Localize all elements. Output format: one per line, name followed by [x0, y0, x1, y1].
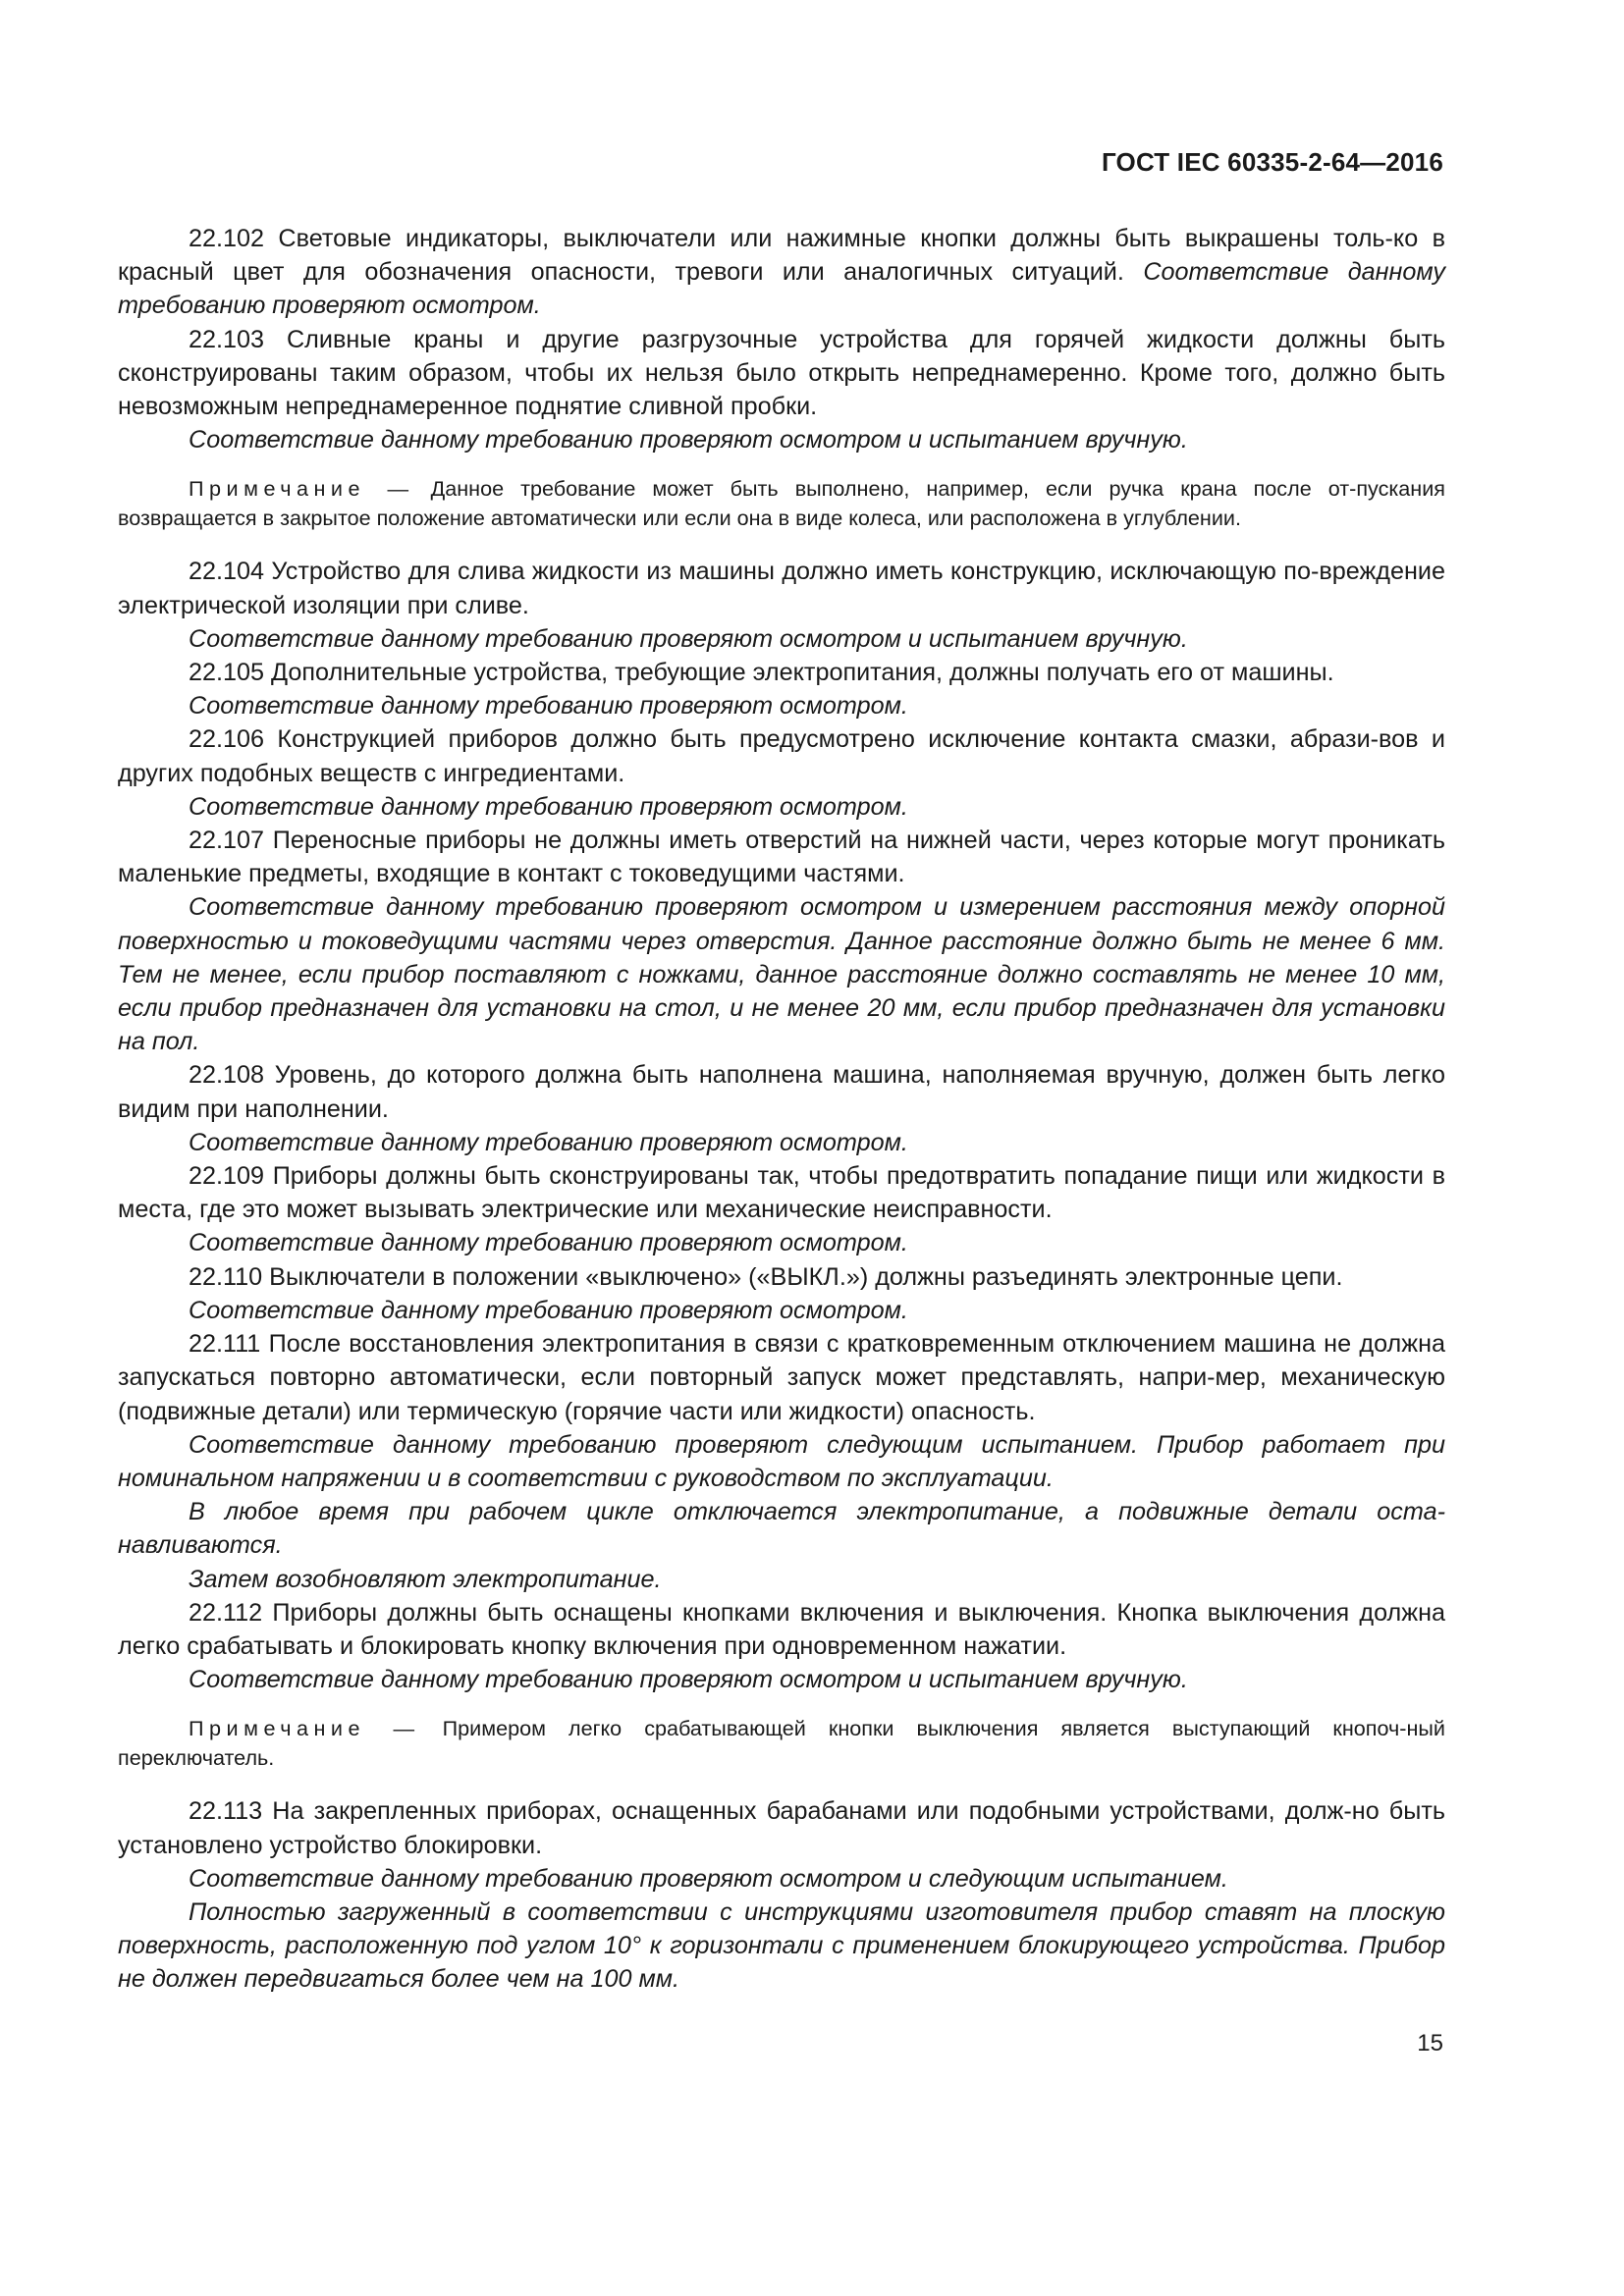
- compliance-text: Соответствие данному требованию проверяют осмотром.: [189, 792, 908, 821]
- paragraph-22-103: 22.103 Сливные краны и другие разгрузочные устройства для горячей жидкости должны быть сконструированы таким образом, чтобы их нельзя было открыть непреднамеренно. Кроме того, должно быть невозможным непреднамеренное поднятие сливной пробки.: [118, 325, 1445, 421]
- note-label: Примечание —: [189, 476, 414, 502]
- paragraph-22-102: [118, 222, 1445, 323]
- paragraph-22-104: 22.104 Устройство для слива жидкости из машины должно иметь конструкцию, исключающую по-вреждение электрической изоляции при сливе.: [118, 558, 1445, 619]
- paragraph-22-111: 22.111 После восстановления электропитания в связи с кратковременным отключением машина не должна запускаться повторно автоматически, если повторный запуск может представлять, напри-мер, механическую (подвижные детали) или термическую (горячие части или жидкости) опасность.: [118, 1330, 1445, 1425]
- standard-header: ГОСТ IEC 60335-2-64—2016: [1101, 147, 1443, 177]
- compliance-text: Соответствие данному требованию проверяют осмотром.: [189, 1296, 908, 1324]
- compliance-inline: Соответствие данному требованию проверяют осмотром.: [118, 258, 1445, 320]
- compliance-text: Полностью загруженный в соответствии с инструкциями изготовителя прибор ставят на плоскую поверхность, расположенную под углом 10° к горизонтали с применением блокирующего устройства. Прибор не должен передвигаться более чем на 100 мм.: [118, 1897, 1445, 1994]
- paragraph-22-106: 22.106 Конструкцией приборов должно быть предусмотрено исключение контакта смазки, абрази-вов и других подобных веществ с ингредиентами.: [118, 725, 1445, 787]
- paragraph-text: 22.102 Световые индикаторы, выключатели или нажимные кнопки должны быть выкрашены толь-ко в красный цвет для обозначения опасности, тревоги или аналогичных ситуаций.: [118, 225, 1445, 287]
- compliance-text: Соответствие данному требованию проверяют осмотром и испытанием вручную.: [189, 426, 1188, 454]
- compliance-text: Соответствие данному требованию проверяют осмотром.: [189, 692, 908, 721]
- compliance-text: Соответствие данному требованию проверяют осмотром и следующим испытанием.: [189, 1864, 1228, 1893]
- note-text: Данное требование может быть выполнено, например, если ручка крана после от-пускания возвращается в закрытое положение автоматически или если она в виде колеса, или расположена в углублении.: [118, 476, 1445, 531]
- paragraph-22-107: 22.107 Переносные приборы не должны иметь отверстий на нижней части, через которые могут проникать маленькие предметы, входящие в контакт с токоведущими частями.: [118, 827, 1445, 888]
- compliance-text: Соответствие данному требованию проверяют следующим испытанием. Прибор работает при номинальном напряжении и в соответствии с руководством по эксплуатации.: [118, 1430, 1445, 1492]
- paragraph-22-108: 22.108 Уровень, до которого должна быть наполнена машина, наполняемая вручную, должен быть легко видим при наполнении.: [118, 1061, 1445, 1123]
- compliance-text: Соответствие данному требованию проверяют осмотром и измерением расстояния между опорной поверхностью и токоведущими частями через отверстия. Данное расстояние должно быть не менее 6 мм. Тем не менее, если прибор поставляют с ножками, данное расстояние должно составлять не менее 10 мм, если прибор предназначен для установки на стол, и не менее 20 мм, если прибор предназначен для установки на пол.: [118, 893, 1445, 1056]
- note-text: Примером легко срабатывающей кнопки выключения является выступающий кнопоч-ный переключатель.: [118, 1716, 1445, 1771]
- document-body: [118, 222, 1445, 1997]
- paragraph-22-113: 22.113 На закрепленных приборах, оснащенных барабанами или подобными устройствами, долж-но быть установлено устройство блокировки.: [118, 1797, 1445, 1859]
- compliance-text: Соответствие данному требованию проверяют осмотром.: [189, 1128, 908, 1156]
- compliance-text: Соответствие данному требованию проверяют осмотром и испытанием вручную.: [189, 624, 1188, 653]
- note-block: [118, 1714, 1445, 1773]
- page-number: 15: [1417, 2030, 1443, 2056]
- compliance-text: В любое время при рабочем цикле отключается электропитание, а подвижные детали оста-навливаются.: [118, 1498, 1445, 1560]
- compliance-text: Соответствие данному требованию проверяют осмотром и испытанием вручную.: [189, 1666, 1188, 1694]
- compliance-text: Затем возобновляют электропитание.: [189, 1565, 662, 1593]
- note-label: Примечание —: [189, 1716, 420, 1741]
- paragraph-22-112: 22.112 Приборы должны быть оснащены кнопками включения и выключения. Кнопка выключения должна легко срабатывать и блокировать кнопку включения при одновременном нажатии.: [118, 1598, 1445, 1660]
- paragraph-22-110: 22.110 Выключатели в положении «выключено» («ВЫКЛ.») должны разъединять электронные цепи.: [189, 1262, 1343, 1291]
- paragraph-22-105: 22.105 Дополнительные устройства, требующие электропитания, должны получать его от машины.: [189, 659, 1334, 687]
- compliance-text: Соответствие данному требованию проверяют осмотром.: [189, 1229, 908, 1257]
- note-block: [118, 474, 1445, 533]
- paragraph-22-109: 22.109 Приборы должны быть сконструированы так, чтобы предотвратить попадание пищи или жидкости в места, где это может вызывать электрические или механические неисправности.: [118, 1162, 1445, 1224]
